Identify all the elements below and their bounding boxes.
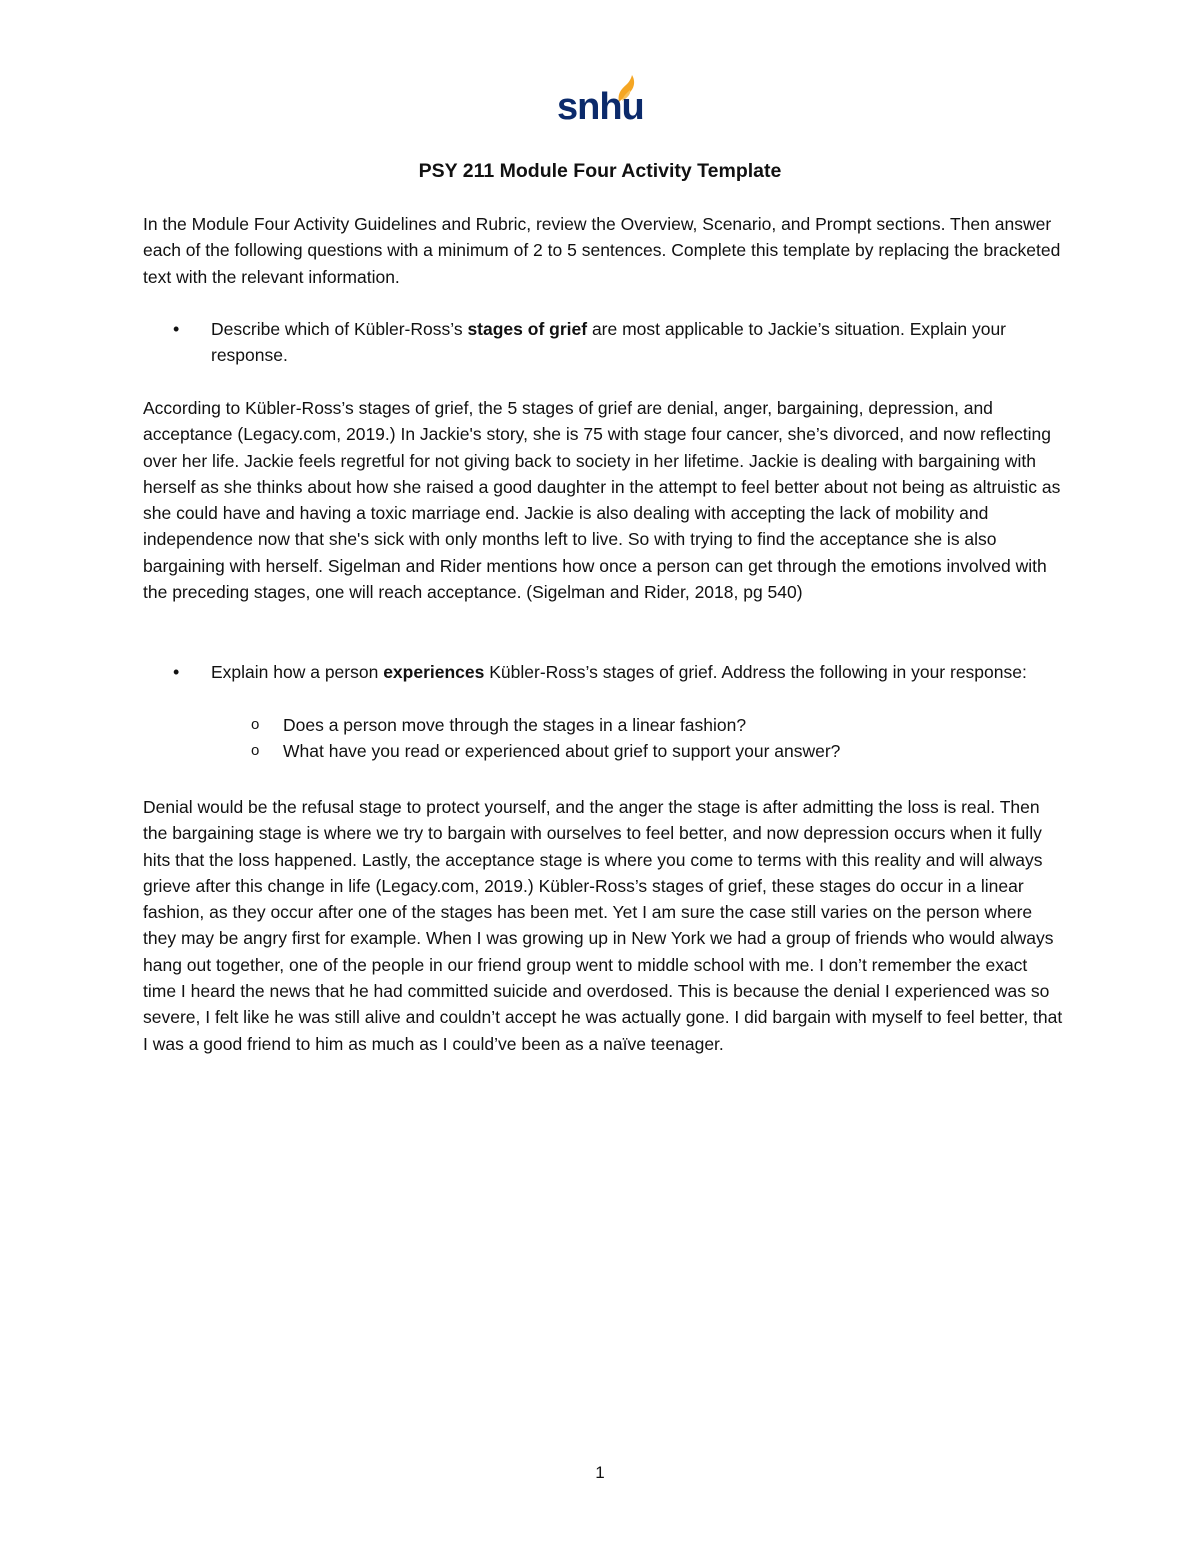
question-1-text: Describe which of Kübler-Ross’s stages of grief are most applicable to Jackie’s situation. Explain your response.: [211, 319, 1007, 366]
question-1: [143, 316, 1063, 369]
question-2-text: Explain how a person experiences Kübler-Ross’s stages of grief. Address the following in your response:: [211, 662, 1027, 682]
document-title: PSY 211 Module Four Activity Template: [418, 160, 782, 182]
question-2-subitem: o Does a person move through the stages in a linear fashion?: [143, 712, 1063, 738]
answer-2-paragraph: Denial would be the refusal stage to protect yourself, and the anger the stage is after admitting the loss is real. Then the bargaining stage is where we try to bargain with ourselves to feel better, and now depression occurs when it fully hits that the loss happened. Lastly, the acceptance stage is where you come to terms with this reality and will always grieve after this change in life (Legacy.com, 2019.) Kübler-Ross’s stages of grief, these stages do occur in a linear fashion, as they occur after one of the stages has been met. Yet I am sure the case still varies on the person where they may be angry first for example. When I was growing up in New York we had a group of friends who would always hang out together, one of the people in our friend group went to middle school with me. I don’t remember the exact time I heard the news that he had committed suicide and overdosed. This is because the denial I experienced was so severe, I felt like he was still alive and couldn’t accept he was actually gone. I did bargain with myself to feel better, that I was a good friend to him as much as I could’ve been as a naïve teenager.: [143, 797, 1063, 1054]
question-1-bold-term: stages of grief: [467, 319, 588, 339]
page-number: 1: [595, 1463, 605, 1482]
bullet-icon: •: [173, 662, 180, 682]
logo-wordmark: snhu: [557, 86, 644, 128]
circle-bullet-icon: o: [251, 742, 260, 759]
bullet-icon: •: [173, 319, 180, 339]
question-2-bold-term: experiences: [383, 662, 485, 682]
question-2-subitem: o What have you read or experienced about grief to support your answer?: [143, 738, 1063, 764]
intro-paragraph: In the Module Four Activity Guidelines and Rubric, review the Overview, Scenario, and Prompt sections. Then answer each of the following questions with a minimum of 2 to 5 sentences. Complete this template by replacing the bracketed text with the relevant information.: [143, 214, 1061, 287]
snhu-logo: [557, 74, 644, 130]
question-2: [143, 659, 1063, 685]
circle-bullet-icon: o: [251, 716, 260, 733]
answer-1-paragraph: According to Kübler-Ross’s stages of grief, the 5 stages of grief are denial, anger, bargaining, depression, and acceptance (Legacy.com, 2019.) In Jackie's story, she is 75 with stage four cancer, she’s divorced, and now reflecting over her life. Jackie feels regretful for not giving back to society in her lifetime. Jackie is dealing with bargaining with herself as she thinks about how she raised a good daughter in the attempt to feel better about not being as altruistic as she could have and having a toxic marriage end. Jackie is also dealing with accepting the lack of mobility and independence now that she's sick with only months left to live. So with trying to find the acceptance she is also bargaining with herself. Sigelman and Rider mentions how once a person can get through the emotions involved with the preceding stages, one will reach acceptance. (Sigelman and Rider, 2018, pg 540): [143, 398, 1061, 603]
